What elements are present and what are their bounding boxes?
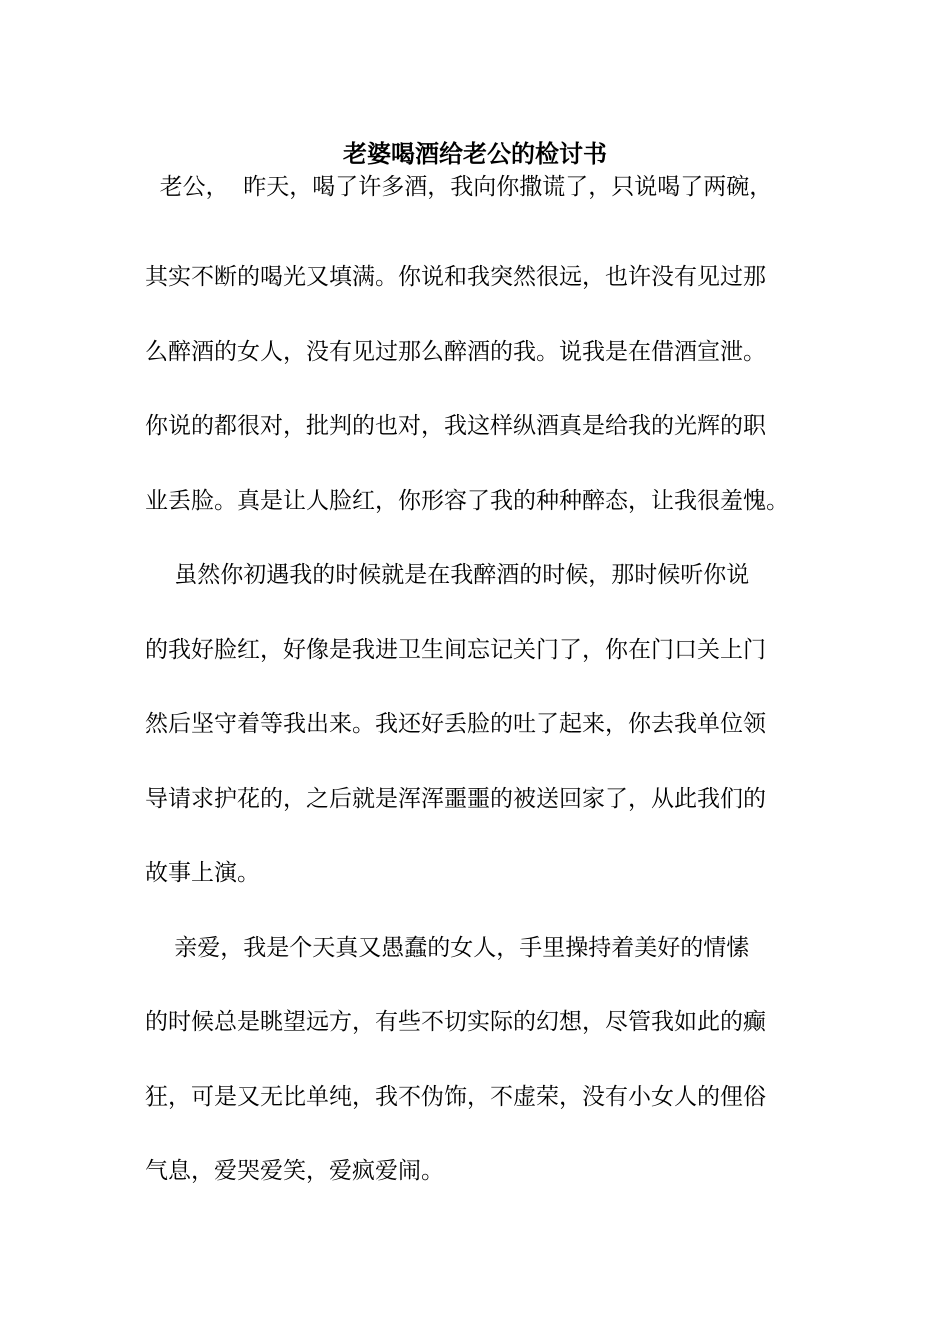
- text-line: 的我好脸红，好像是我进卫生间忘记关门了，你在门口关上门: [145, 637, 766, 663]
- text-line: 么醉酒的女人，没有见过那么醉酒的我。说我是在借酒宣泄。: [145, 339, 766, 365]
- document-title: 老婆喝酒给老公的检讨书: [343, 139, 607, 168]
- text-line: 虽然你初遇我的时候就是在我醉酒的时候，那时候听你说: [145, 562, 750, 588]
- text-line: 业丢脸。真是让人脸红，你形容了我的种种醉态，让我很羞愧。: [145, 488, 789, 514]
- text-line: 气息，爱哭爱笑，爱疯爱闹。: [145, 1158, 444, 1184]
- text-line: 故事上演。: [145, 860, 260, 886]
- text-line: 你说的都很对，批判的也对，我这样纵酒真是给我的光辉的职: [145, 413, 766, 439]
- text-line: 然后坚守着等我出来。我还好丢脸的吐了起来，你去我单位领: [145, 711, 766, 737]
- text-line: 狂，可是又无比单纯，我不伪饰，不虚荣，没有小女人的俚俗: [145, 1084, 766, 1110]
- text-line: 老公， 昨天，喝了许多酒，我向你撒谎了，只说喝了两碗，: [145, 174, 773, 200]
- text-line: 的时候总是眺望远方，有些不切实际的幻想，尽管我如此的癫: [145, 1009, 766, 1035]
- text-line: 导请求护花的，之后就是浑浑噩噩的被送回家了，从此我们的: [145, 786, 766, 812]
- text-line: 亲爱，我是个天真又愚蠢的女人，手里操持着美好的情愫: [145, 935, 750, 961]
- text-line: 其实不断的喝光又填满。你说和我突然很远，也许没有见过那: [145, 264, 766, 290]
